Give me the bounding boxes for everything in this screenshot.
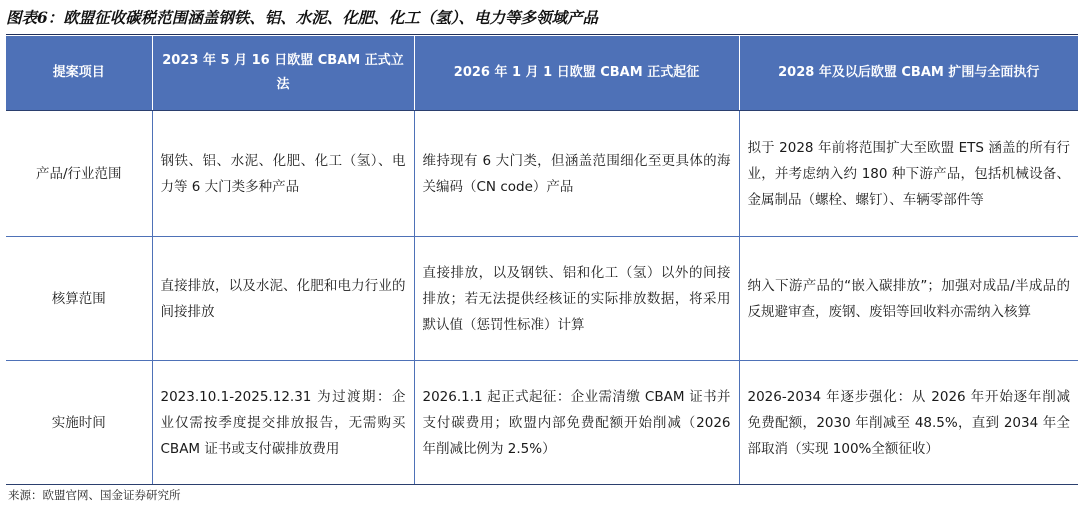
table-row (6, 361, 1078, 485)
title-divider (6, 34, 1078, 35)
row-label-timeline: 实施时间 (6, 361, 152, 485)
table-cell: 拟于 2028 年前将范围扩大至欧盟 ETS 涵盖的所有行业，并考虑纳入约 180 种下游产品，包括机械设备、金属制品（螺栓、螺钉）、车辆零部件等 (739, 111, 1078, 237)
cbam-comparison-table (6, 36, 1078, 485)
source-note: 来源：欧盟官网、国金证券研究所 (8, 488, 181, 502)
table-header-row (6, 36, 1078, 111)
table-cell: 2026.1.1 起正式起征：企业需清缴 CBAM 证书并支付碳费用；欧盟内部免费配额开始削减（2026 年削减比例为 2.5%） (414, 361, 739, 485)
table-cell: 直接排放，以及钢铁、铝和化工（氢）以外的间接排放；若无法提供经核证的实际排放数据，将采用默认值（惩罚性标准）计算 (414, 237, 739, 361)
table-cell: 2026-2034 年逐步强化：从 2026 年开始逐年削减免费配额，2030 年削减至 48.5%，直到 2034 年全部取消（实现 100%全额征收） (739, 361, 1078, 485)
table-cell: 直接排放，以及水泥、化肥和电力行业的间接排放 (152, 237, 414, 361)
header-proposal-item: 提案项目 (6, 36, 152, 111)
header-2026-levy-start: 2026 年 1 月 1 日欧盟 CBAM 正式起征 (414, 36, 739, 111)
row-label-accounting: 核算范围 (6, 237, 152, 361)
table-cell: 维持现有 6 大门类，但涵盖范围细化至更具体的海关编码（CN code）产品 (414, 111, 739, 237)
table-cell: 2023.10.1-2025.12.31 为过渡期：企业仅需按季度提交排放报告，无需购买 CBAM 证书或支付碳排放费用 (152, 361, 414, 485)
table-row (6, 237, 1078, 361)
table-cell: 纳入下游产品的“嵌入碳排放”；加强对成品/半成品的反规避审查，废钢、废铝等回收料亦需纳入核算 (739, 237, 1078, 361)
table-row (6, 111, 1078, 237)
table-cell: 钢铁、铝、水泥、化肥、化工（氢）、电力等 6 大门类多种产品 (152, 111, 414, 237)
header-2023-legislation: 2023 年 5 月 16 日欧盟 CBAM 正式立法 (152, 36, 414, 111)
row-label-scope: 产品/行业范围 (6, 111, 152, 237)
figure-title: 图表6：欧盟征收碳税范围涵盖钢铁、铝、水泥、化肥、化工（氢）、电力等多领域产品 (6, 8, 599, 27)
header-2028-expansion: 2028 年及以后欧盟 CBAM 扩围与全面执行 (739, 36, 1078, 111)
